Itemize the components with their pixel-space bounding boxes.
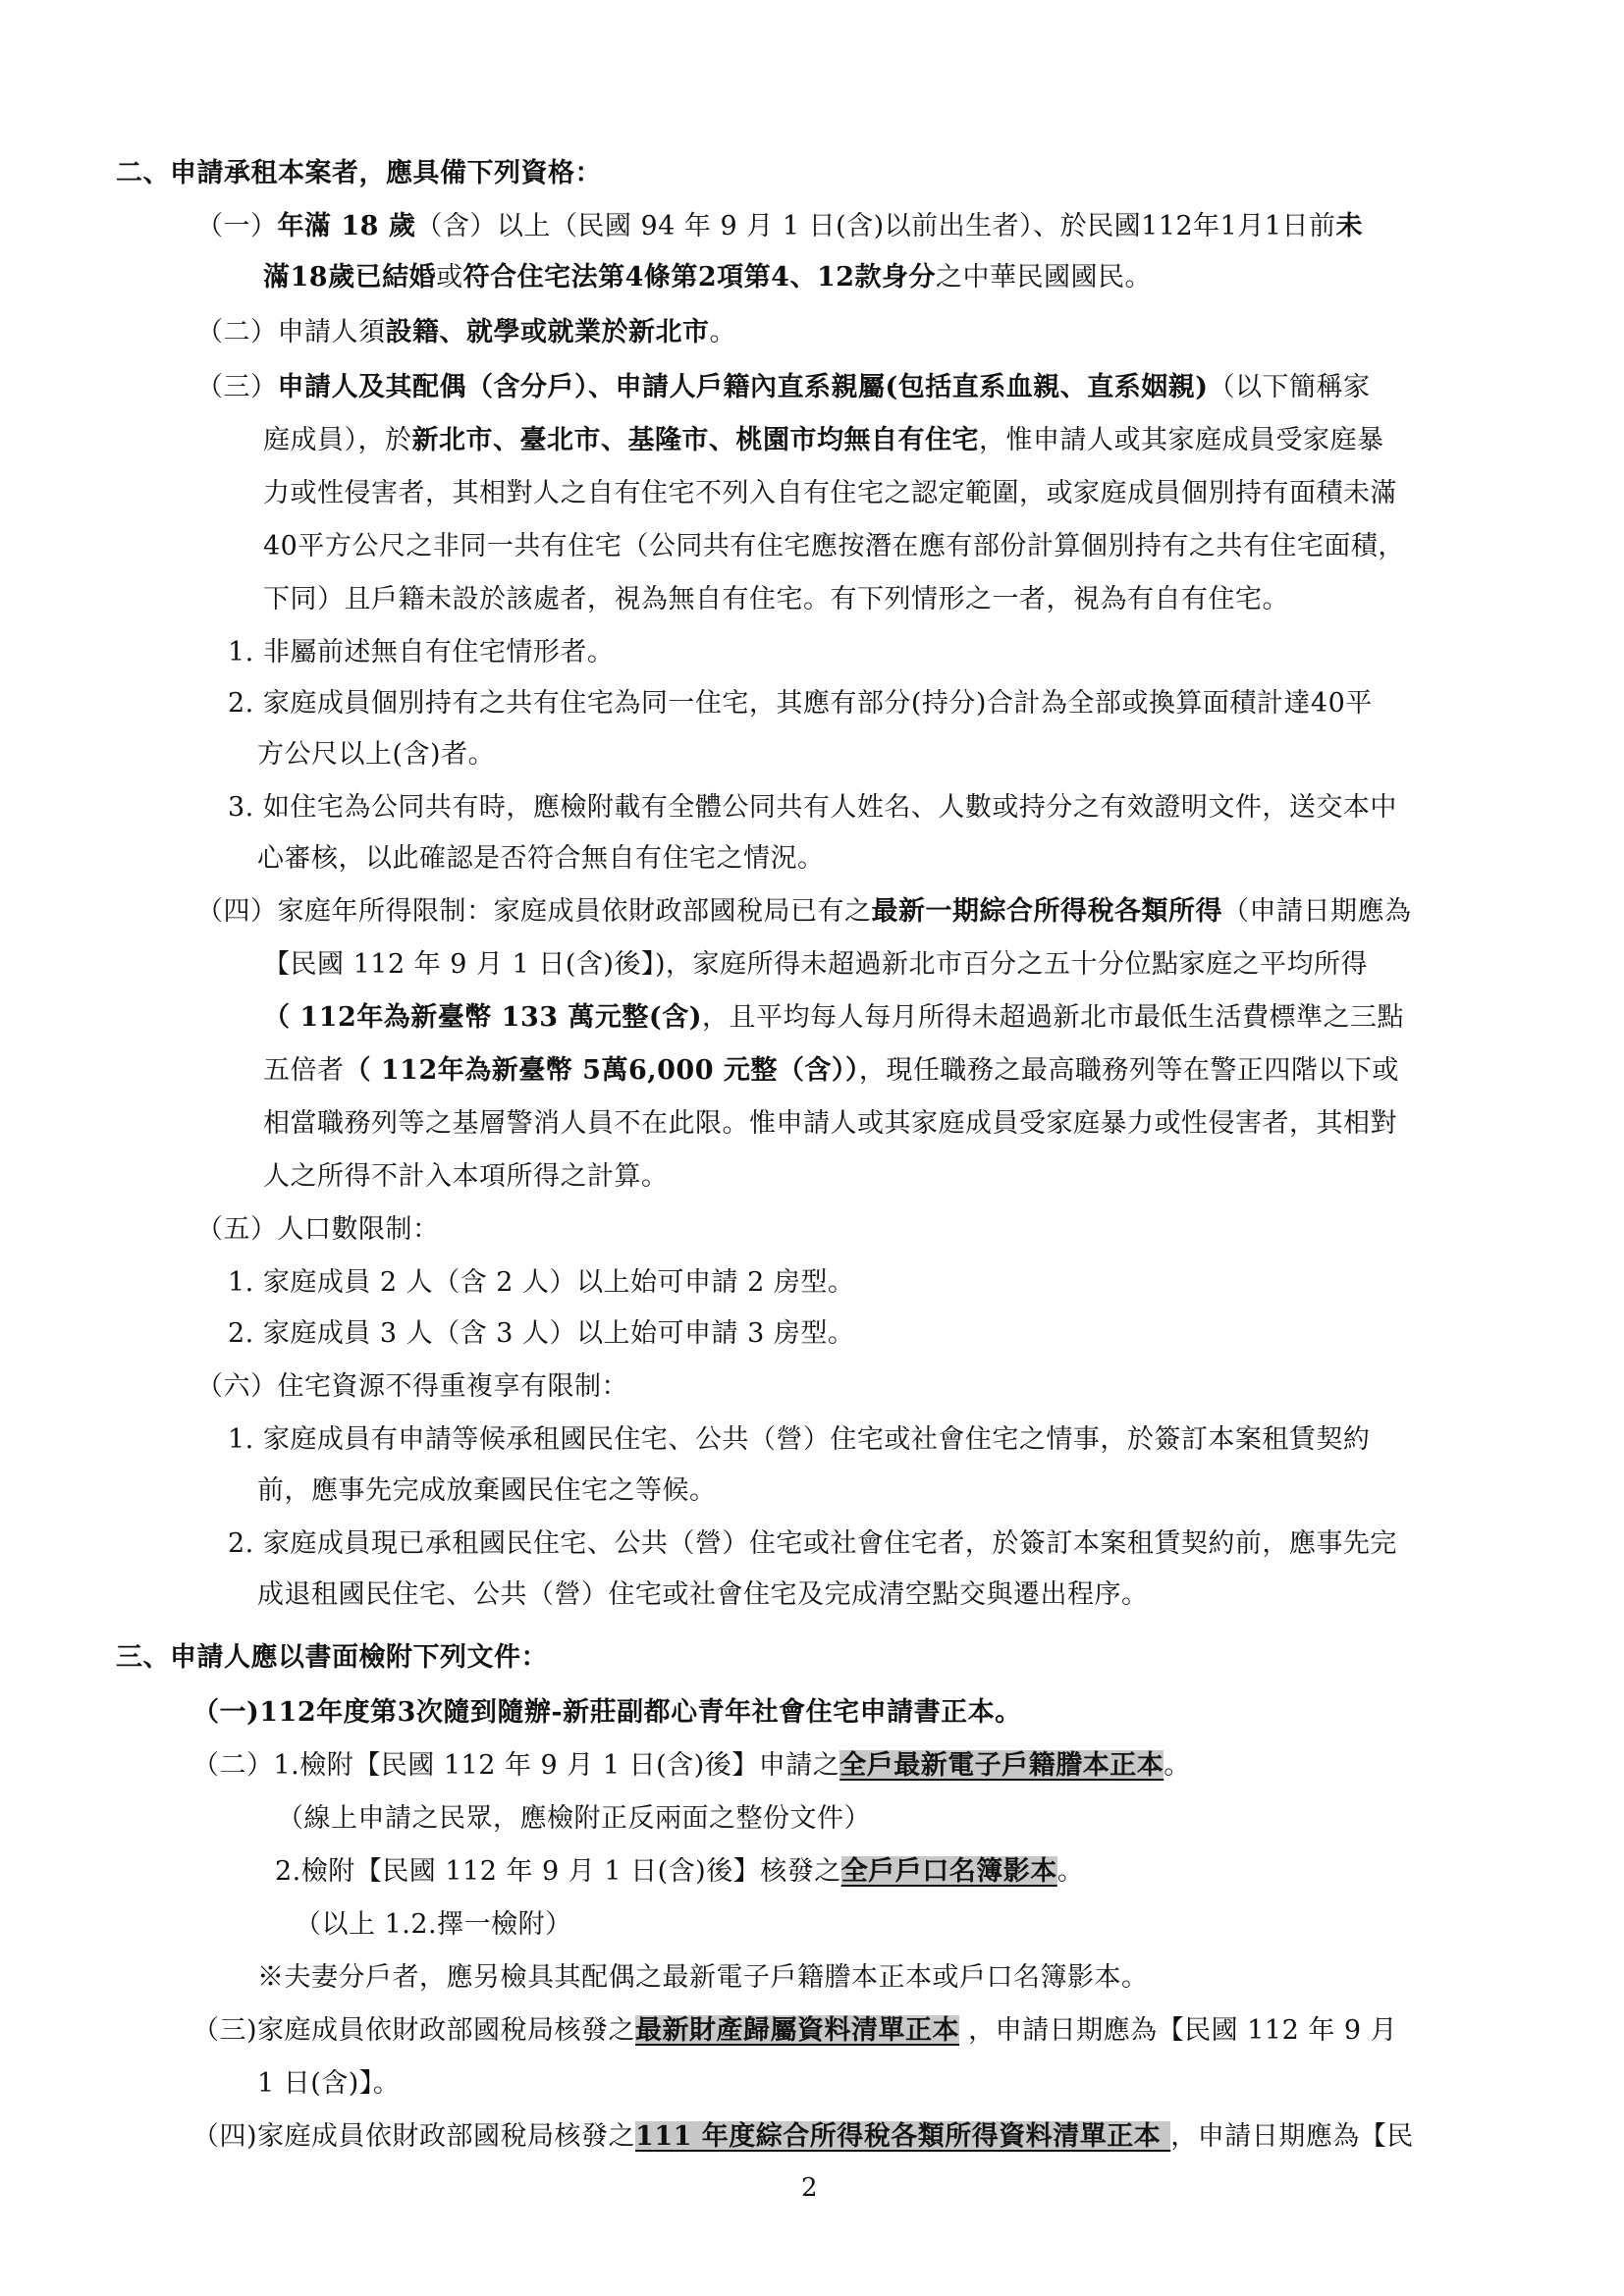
item-4-line-3 [263, 1001, 1404, 1035]
doc-4-income-list: 111 年度綜合所得稅各類所得資料清單正本 [635, 2121, 1171, 2152]
item-3-line-4: 40平方公尺之非同一共有住宅（公同共有住宅應按潛在應有部份計算個別持有之共有住宅面積， [263, 531, 1405, 561]
section-2-heading: 二、申請承租本案者，應具備下列資格： [116, 158, 602, 188]
item-4-prefix: （四）家庭年所得限制：家庭成員依財政部國稅局已有之 [196, 896, 872, 927]
item-3-sub-3-line-2: 心審核，以此確認是否符合無自有住宅之情況。 [257, 843, 825, 874]
item-3-line-5: 下同）且戶籍未設於該處者，視為無自有住宅。有下列情形之一者，視為有自有住宅。 [263, 584, 1289, 614]
item-2-end: 。 [709, 317, 736, 347]
item-4-income-cap: （ 112年為新臺幣 133 萬元整(含) [263, 1002, 702, 1033]
item-6: （六）住宅資源不得重複享有限制： [196, 1371, 628, 1402]
doc-2-2-end: 。 [1056, 1856, 1085, 1887]
item-3-l2-end: ，惟申請人或其家庭成員受家庭暴 [979, 425, 1384, 455]
doc-3-date: ，申請日期應為【民國 112 年 9 月 [959, 2015, 1398, 2046]
item-3-sub-2-line-2: 方公尺以上(含)者。 [257, 739, 496, 770]
doc-2-note: （線上申請之民眾，應檢附正反兩面之整份文件） [277, 1803, 871, 1834]
item-2-residence: 設籍、就學或就業於新北市 [385, 317, 710, 347]
item-1-text: （含）以上（民國 94 年 9 月 1 日(含)以前出生者）、於民國112年1月1日前 [415, 211, 1336, 241]
item-5: （五）人口數限制： [196, 1214, 440, 1245]
item-1-tail: 未 [1335, 211, 1364, 241]
doc-2-line-1 [192, 1749, 1191, 1783]
item-1-or: 或 [436, 262, 463, 293]
doc-3-property-list: 最新財產歸屬資料清單正本 [635, 2015, 960, 2046]
page-number: 2 [801, 2173, 818, 2203]
item-4-line-2: 【民國 112 年 9 月 1 日(含)後】)，家庭所得未超過新北市百分之五十分位點家庭之平均所得 [263, 949, 1368, 980]
doc-3-prefix: （三)家庭成員依財政部國稅局核發之 [192, 2015, 636, 2046]
doc-2-remark: ※夫妻分戶者，應另檢具其配偶之最新電子戶籍謄本正本或戶口名簿影本。 [257, 1962, 1149, 1993]
doc-2-option-2 [275, 1855, 1084, 1889]
item-3-sub-3-line-1: 3. 如住宅為公同共有時，應檢附載有全體公同共有人姓名、人數或持分之有效證明文件，送交本中 [228, 792, 1397, 823]
item-5-sub-1: 1. 家庭成員 2 人（含 2 人）以上始可申請 2 房型。 [228, 1267, 855, 1298]
item-3-line-3: 力或性侵害者，其相對人之自有住宅不列入自有住宅之認定範圍，或家庭成員個別持有面積未滿 [263, 478, 1397, 508]
item-3-sub-1: 1. 非屬前述無自有住宅情形者。 [228, 637, 615, 667]
item-1-nationality: 之中華民國國民。 [936, 262, 1153, 293]
item-3-l2-start: 庭成員），於 [263, 425, 412, 455]
item-4-date-note: （申請日期應為 [1222, 896, 1412, 927]
item-4-latest-income: 最新一期綜合所得稅各類所得 [871, 896, 1222, 927]
doc-2-end: 。 [1164, 1750, 1191, 1781]
item-5-sub-2: 2. 家庭成員 3 人（含 3 人）以上始可申請 3 房型。 [228, 1318, 855, 1349]
doc-3-line-2: 1 日(含)】。 [257, 2068, 401, 2099]
item-3-sub-2-line-1: 2. 家庭成員個別持有之共有住宅為同一住宅，其應有部分(持分)合計為全部或換算面積計達40平 [228, 688, 1373, 719]
item-6-sub-1-line-2: 前，應事先完成放棄國民住宅之等候。 [257, 1475, 717, 1506]
item-4-line-6: 人之所得不計入本項所得之計算。 [263, 1161, 669, 1192]
doc-2-household-transcript: 全戶最新電子戶籍謄本正本 [839, 1750, 1164, 1781]
doc-2-household-register-copy: 全戶戶口名簿影本 [840, 1856, 1057, 1887]
item-4-line-1 [196, 895, 1412, 929]
doc-4-prefix: （四)家庭成員依財政部國稅局核發之 [192, 2121, 636, 2152]
doc-2-choose-one: （以上 1.2.擇一檢附） [295, 1909, 572, 1940]
doc-2-prefix: （二）1.檢附【民國 112 年 9 月 1 日(含)後】申請之 [192, 1750, 840, 1781]
item-4-l4-rest: ，現任職務之最高職務列等在警正四階以下或 [858, 1055, 1399, 1086]
item-4-line-5: 相當職務列等之基層警消人員不在此限。惟申請人或其家庭成員受家庭暴力或性侵害者，其相對 [263, 1108, 1397, 1139]
item-1-prefix: （一） [196, 211, 278, 241]
doc-4-line-1 [192, 2120, 1414, 2154]
item-1-married: 滿18歲已結婚 [263, 262, 437, 293]
doc-2-2-prefix: 2.檢附【民國 112 年 9 月 1 日(含)後】核發之 [275, 1856, 841, 1887]
doc-4-date: ，申請日期應為【民 [1170, 2121, 1414, 2152]
section-3-heading: 三、申請人應以書面檢附下列文件： [116, 1642, 548, 1673]
item-4-monthly-cap: （ 112年為新臺幣 5萬6,000 元整（含）） [344, 1055, 859, 1086]
item-4-line-4 [263, 1054, 1399, 1088]
item-6-sub-2-line-2: 成退租國民住宅、公共（營）住宅或社會住宅及完成清空點交與遷出程序。 [257, 1579, 1149, 1610]
item-4-l4-start: 五倍者 [263, 1055, 345, 1086]
doc-1: （一)112年度第3次隨到隨辦-新莊副都心青年社會住宅申請書正本。 [192, 1697, 1022, 1728]
item-3-prefix: （三） [196, 372, 278, 402]
item-1-line-2 [263, 261, 1152, 294]
item-3-family: 申請人及其配偶（含分戶）、申請人戶籍內直系親屬(包括直系血親、直系姻親) [277, 372, 1209, 402]
doc-3-line-1 [192, 2014, 1397, 2048]
item-1-age: 年滿 18 歲 [277, 211, 416, 241]
item-4-l3-rest: ，且平均每人每月所得未超過新北市最低生活費標準之三點 [701, 1002, 1404, 1033]
item-1-line-1 [196, 210, 1363, 243]
item-3-abbrev: （以下簡稱家 [1208, 372, 1371, 402]
item-3-cities: 新北市、臺北市、基隆市、桃園市均無自有住宅 [411, 425, 979, 455]
item-3-line-2 [263, 424, 1384, 457]
item-2-prefix: （二）申請人須 [196, 317, 386, 347]
item-2 [196, 316, 736, 349]
item-6-sub-2-line-1: 2. 家庭成員現已承租國民住宅、公共（營）住宅或社會住宅者，於簽訂本案租賃契約前，應事先完 [228, 1528, 1397, 1559]
item-3-line-1 [196, 371, 1371, 404]
item-6-sub-1-line-1: 1. 家庭成員有申請等候承租國民住宅、公共（營）住宅或社會住宅之情事，於簽訂本案租賃契約 [228, 1424, 1371, 1455]
item-1-identity: 符合住宅法第4條第2項第4、12款身分 [462, 262, 937, 293]
